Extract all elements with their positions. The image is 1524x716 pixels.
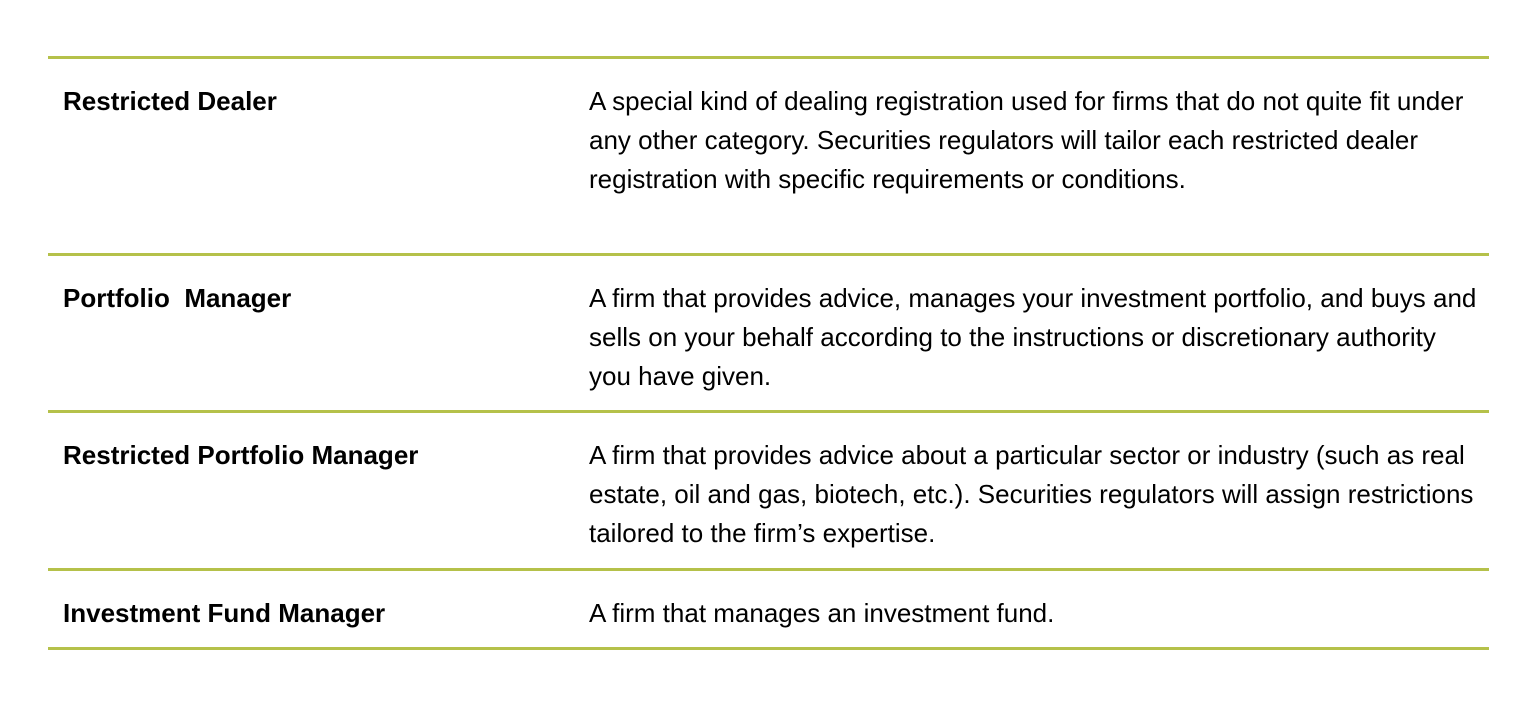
- term-definition: A special kind of dealing registration used for firms that do not quite fit under any other category. Securities regulators will tailor each restricted dealer registration with specific requirements or conditions.: [589, 86, 1464, 194]
- term-definition: A firm that provides advice, manages your investment portfolio, and buys and sells on your behalf according to the instructions or discretionary authority you have given.: [589, 283, 1477, 391]
- table-row: [48, 571, 1489, 650]
- table-row: [48, 413, 1489, 571]
- table-row: [48, 256, 1489, 413]
- term-label: Restricted Portfolio Manager: [63, 440, 419, 470]
- term-definition: A firm that manages an investment fund.: [589, 598, 1055, 628]
- term-label: Portfolio Manager: [63, 283, 292, 313]
- table-row: [48, 59, 1489, 256]
- term-label: Restricted Dealer: [63, 86, 277, 116]
- term-definition: A firm that provides advice about a particular sector or industry (such as real estate, oil and gas, biotech, etc.). Securities regulators will assign restrictions tailored to the firm’s expertise.: [589, 440, 1474, 548]
- definitions-table: [48, 56, 1489, 650]
- term-label: Investment Fund Manager: [63, 598, 386, 628]
